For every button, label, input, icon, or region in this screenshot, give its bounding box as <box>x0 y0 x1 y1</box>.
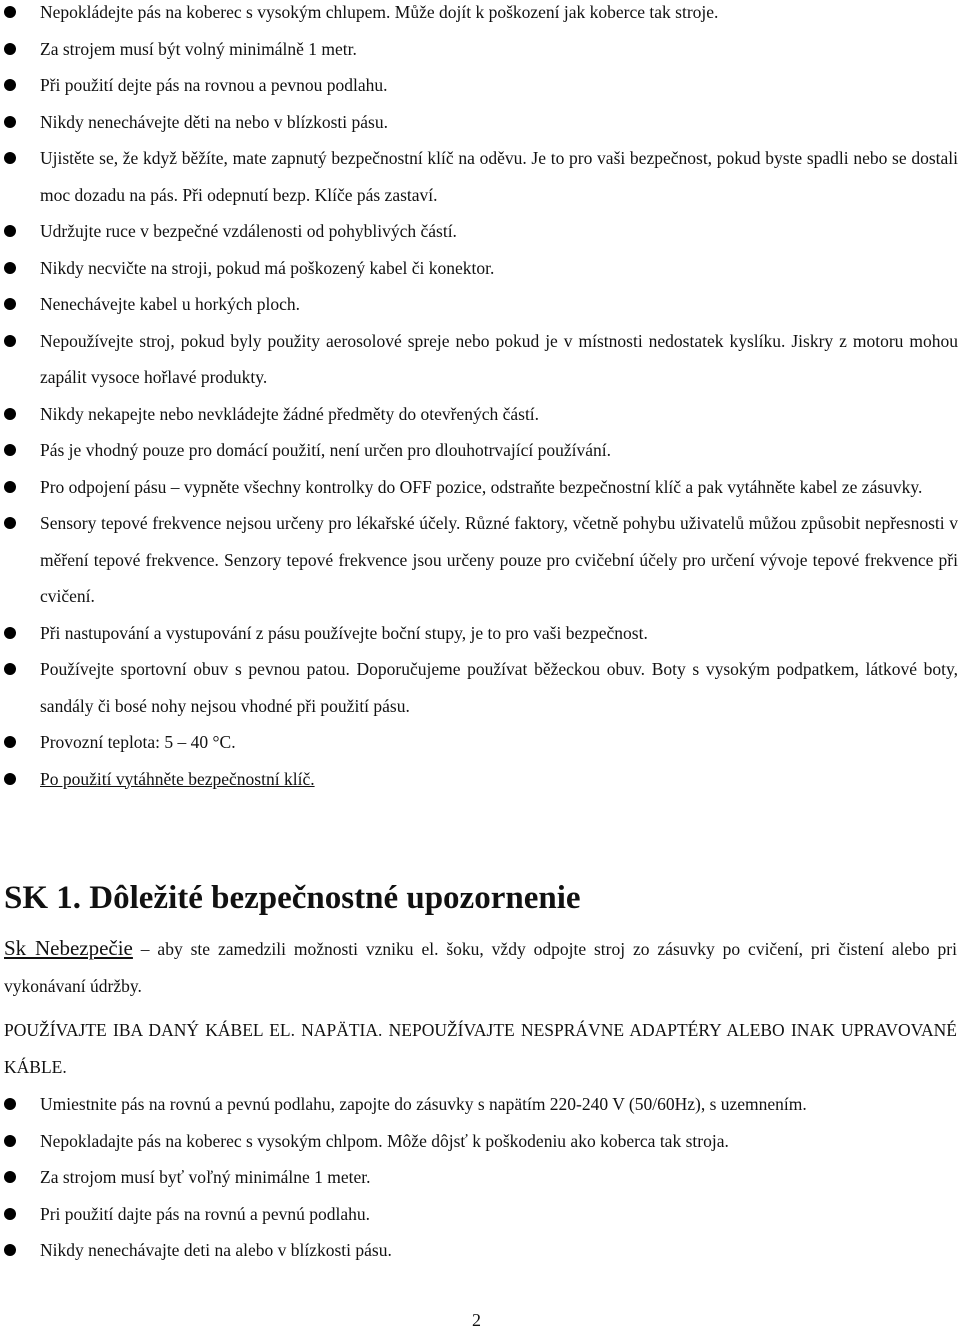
bullet-icon <box>4 79 16 91</box>
list-item <box>0 1159 960 1196</box>
list-item-text: Nenechávejte kabel u horkých ploch. <box>40 294 300 314</box>
bullet-icon <box>4 298 16 310</box>
list-item <box>0 615 960 652</box>
bullet-icon <box>4 43 16 55</box>
bullet-icon <box>4 6 16 18</box>
list-item-text: Ujistěte se, že když běžíte, mate zapnutý bezpečnostní klíč na oděvu. Je to pro vaši bezpečnost, pokud byste spadli nebo se dostali moc dozadu na pás. Při odepnutí bezp. Klíče pás zastaví. <box>40 148 958 205</box>
bullet-icon <box>4 1244 16 1256</box>
list-item <box>0 67 960 104</box>
list-item-text: Za strojom musí byť voľný minimálne 1 meter. <box>40 1167 371 1187</box>
list-item <box>0 250 960 287</box>
bullet-icon <box>4 1098 16 1110</box>
list-item <box>0 1232 960 1269</box>
sk-section-heading: SK 1. Dôležité bezpečnostné upozornenie <box>4 880 581 916</box>
list-item <box>0 396 960 433</box>
list-item <box>0 0 960 31</box>
list-item <box>0 286 960 323</box>
list-item <box>0 1086 960 1123</box>
bullet-icon <box>4 773 16 785</box>
list-item-text: Sensory tepové frekvence nejsou určeny pro lékařské účely. Různé faktory, včetně pohybu uživatelů můžou způsobit nepřesnosti v měření tepové frekvence. Senzory tepové frekvence jsou určeny pouze pro cvičební účely pro určení vývoje tepové frekvence při cvičení. <box>40 513 958 606</box>
danger-label: Sk Nebezpečie <box>4 936 133 960</box>
sk-safety-list <box>0 1086 960 1269</box>
list-item-text: Provozní teplota: 5 – 40 °C. <box>40 732 236 752</box>
bullet-icon <box>4 225 16 237</box>
list-item <box>0 1123 960 1160</box>
danger-text: – aby ste zamedzili možnosti vzniku el. šoku, vždy odpojte stroj zo zásuvky po cvičení, pri čistení alebo pri vykonávaní údržby. <box>4 939 957 996</box>
bullet-icon <box>4 335 16 347</box>
list-item-text: Pro odpojení pásu – vypněte všechny kontrolky do OFF pozice, odstraňte bezpečnostní klíč a pak vytáhněte kabel ze zásuvky. <box>40 476 923 497</box>
bullet-icon <box>4 408 16 420</box>
bullet-icon <box>4 444 16 456</box>
bullet-icon <box>4 262 16 274</box>
list-item <box>0 31 960 68</box>
bullet-icon <box>4 1171 16 1183</box>
list-item <box>0 1196 960 1233</box>
list-item <box>0 505 960 615</box>
list-item-text: Při použití dejte pás na rovnou a pevnou podlahu. <box>40 75 388 95</box>
list-item-text: Při nastupování a vystupování z pásu používejte boční stupy, je to pro vaši bezpečnost. <box>40 622 648 643</box>
list-item <box>0 651 960 724</box>
bullet-icon <box>4 116 16 128</box>
list-item <box>0 469 960 506</box>
list-item-text: Používejte sportovní obuv s pevnou patou. Doporučujeme používat běžeckou obuv. Boty s vysokým podpatkem, látkové boty, sandály či bosé nohy nejsou vhodné při použití pásu. <box>40 659 958 716</box>
bullet-icon <box>4 627 16 639</box>
list-item-text: Nepokladajte pás na koberec s vysokým chlpom. Môže dôjsť k poškodeniu ako koberca tak stroja. <box>40 1130 729 1151</box>
list-item-text: Nikdy nenechávajte deti na alebo v blízkosti pásu. <box>40 1240 392 1260</box>
list-item-text: Umiestnite pás na rovnú a pevnú podlahu, zapojte do zásuvky s napätím 220-240 V (50/60Hz), s uzemnením. <box>40 1094 807 1114</box>
list-item-text: Udržujte ruce v bezpečné vzdálenosti od pohyblivých částí. <box>40 221 457 241</box>
list-item <box>0 104 960 141</box>
list-item-text: Pri použití dajte pás na rovnú a pevnú podlahu. <box>40 1203 370 1224</box>
list-item-text: Nepokládejte pás na koberec s vysokým chlupem. Může dojít k poškození jak koberce tak stroje. <box>40 2 719 22</box>
list-item <box>0 761 960 798</box>
list-item <box>0 323 960 396</box>
bullet-icon <box>4 663 16 675</box>
list-item <box>0 213 960 250</box>
list-item-text: Po použití vytáhněte bezpečnostní klíč. <box>40 768 315 789</box>
sk-caps-note: POUŽÍVAJTE IBA DANÝ KÁBEL EL. NAPÄTIA. NEPOUŽÍVAJTE NESPRÁVNE ADAPTÉRY ALEBO INAK UPRAVOVANÉ KÁBLE. <box>4 1020 957 1077</box>
bullet-icon <box>4 1208 16 1220</box>
list-item <box>0 140 960 213</box>
list-item-text: Nikdy necvičte na stroji, pokud má poškozený kabel či konektor. <box>40 257 495 278</box>
list-item-text: Nepoužívejte stroj, pokud byly použity aerosolové spreje nebo pokud je v místnosti nedostatek kyslíku. Jiskry z motoru mohou zapálit vysoce hořlavé produkty. <box>40 330 958 387</box>
list-item <box>0 432 960 469</box>
list-item-text: Pás je vhodný pouze pro domácí použití, není určen pro dlouhotrvající používání. <box>40 440 612 460</box>
page-number: 2 <box>472 1310 481 1330</box>
bullet-icon <box>4 152 16 164</box>
bullet-icon <box>4 736 16 748</box>
list-item-text: Nikdy nenechávejte děti na nebo v blízkosti pásu. <box>40 111 388 132</box>
sk-danger-paragraph <box>4 930 957 1004</box>
bullet-icon <box>4 517 16 529</box>
list-item <box>0 724 960 761</box>
bullet-icon <box>4 481 16 493</box>
bullet-icon <box>4 1135 16 1147</box>
list-item-text: Nikdy nekapejte nebo nevkládejte žádné předměty do otevřených částí. <box>40 403 540 424</box>
list-item-text: Za strojem musí být volný minimálně 1 metr. <box>40 38 357 59</box>
